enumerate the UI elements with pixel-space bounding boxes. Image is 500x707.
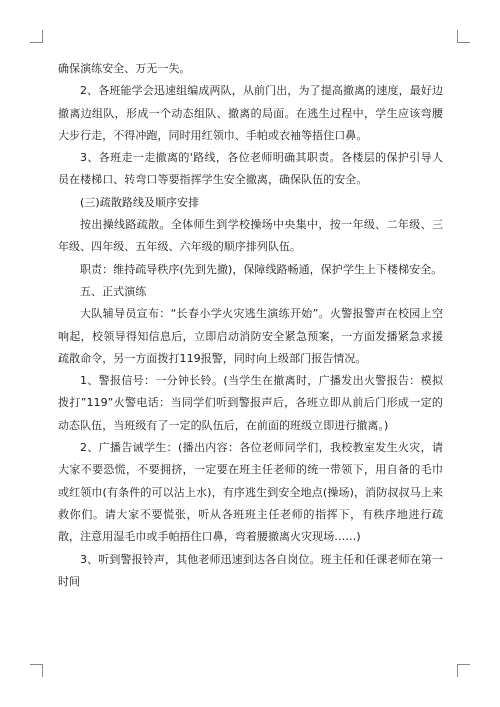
crop-mark-bottom-right bbox=[457, 664, 470, 677]
paragraph-intro-tail: 确保演练安全、万无一失。 bbox=[58, 62, 191, 75]
paragraph-alarm-signal: 1、警报信号：一分钟长铃。(当学生在撤离时，广播发出火警报告：模拟拨打”119”火警电话：当同学们听到警报声后，各班立即从前后门形成一定的动态队伍，当班级有了一定的队伍后，在前面的班级立即进行撤离。) bbox=[58, 374, 443, 432]
paragraph-item-2: 2、各班能学会迅速组编成两队，从前门出，为了提高撤离的速度，最好边撤离边组队，形成一个动态组队、撤离的局面。在逃生过程中，学生应该弯腰大步行走，不得冲跑，同时用红领巾、手帕或衣袖等捂住口鼻。 bbox=[58, 84, 443, 142]
paragraph-teachers-positions: 3、听到警报铃声，其他老师迅速到达各自岗位。班主任和任课老师在第一时间 bbox=[58, 552, 443, 588]
crop-mark-bottom-left bbox=[30, 664, 43, 677]
paragraph-duties: 职责：维持疏导秩序(先到先撤)，保障线路畅通，保护学生上下楼梯安全。 bbox=[80, 262, 443, 276]
section-heading-formal-drill: 五、正式演练 bbox=[80, 284, 147, 298]
crop-mark-top-right bbox=[457, 30, 470, 43]
paragraph-route-order: 按出操线路疏散。全体师生到学校操场中央集中，按一年级、二年级、三年级、四年级、五年级、六年级的顺序排列队伍。 bbox=[58, 218, 443, 254]
paragraph-broadcast-warning: 2、广播告诫学生：(播出内容：各位老师同学们，我校教室发生火灾，请大家不要恐慌，不要拥挤，一定要在班主任老师的统一带领下，用自备的毛巾或红领巾(有条件的可以沾上水)，有序逃生到安全地点(操场)，消防叔叔马上来救你们。请大家不要慌张，听从各班班主任老师的指挥下，有秩序地进行疏散，注意用湿毛巾或手帕捂住口鼻，弯着腰撤离火灾现场……) bbox=[58, 441, 443, 544]
crop-mark-top-left bbox=[30, 30, 43, 43]
paragraph-drill-announcement: 大队辅导员宣布：“长春小学火灾逃生演练开始”。火警报警声在校园上空响起，校领导得知信息后，立即启动消防安全紧急预案，一方面发播紧急求援疏散命令，另一方面拨打119报警，同时向上级部门报告情况。 bbox=[58, 307, 443, 365]
paragraph-item-3: 3、各班走一走撤离的'路线，各位老师明确其职责。各楼层的保护引导人员在楼梯口、转弯口等要指挥学生安全撤离，确保队伍的安全。 bbox=[58, 151, 443, 187]
section-heading-evacuation-route: (三)疏散路线及顺序安排 bbox=[80, 195, 200, 209]
document-body bbox=[58, 58, 443, 593]
